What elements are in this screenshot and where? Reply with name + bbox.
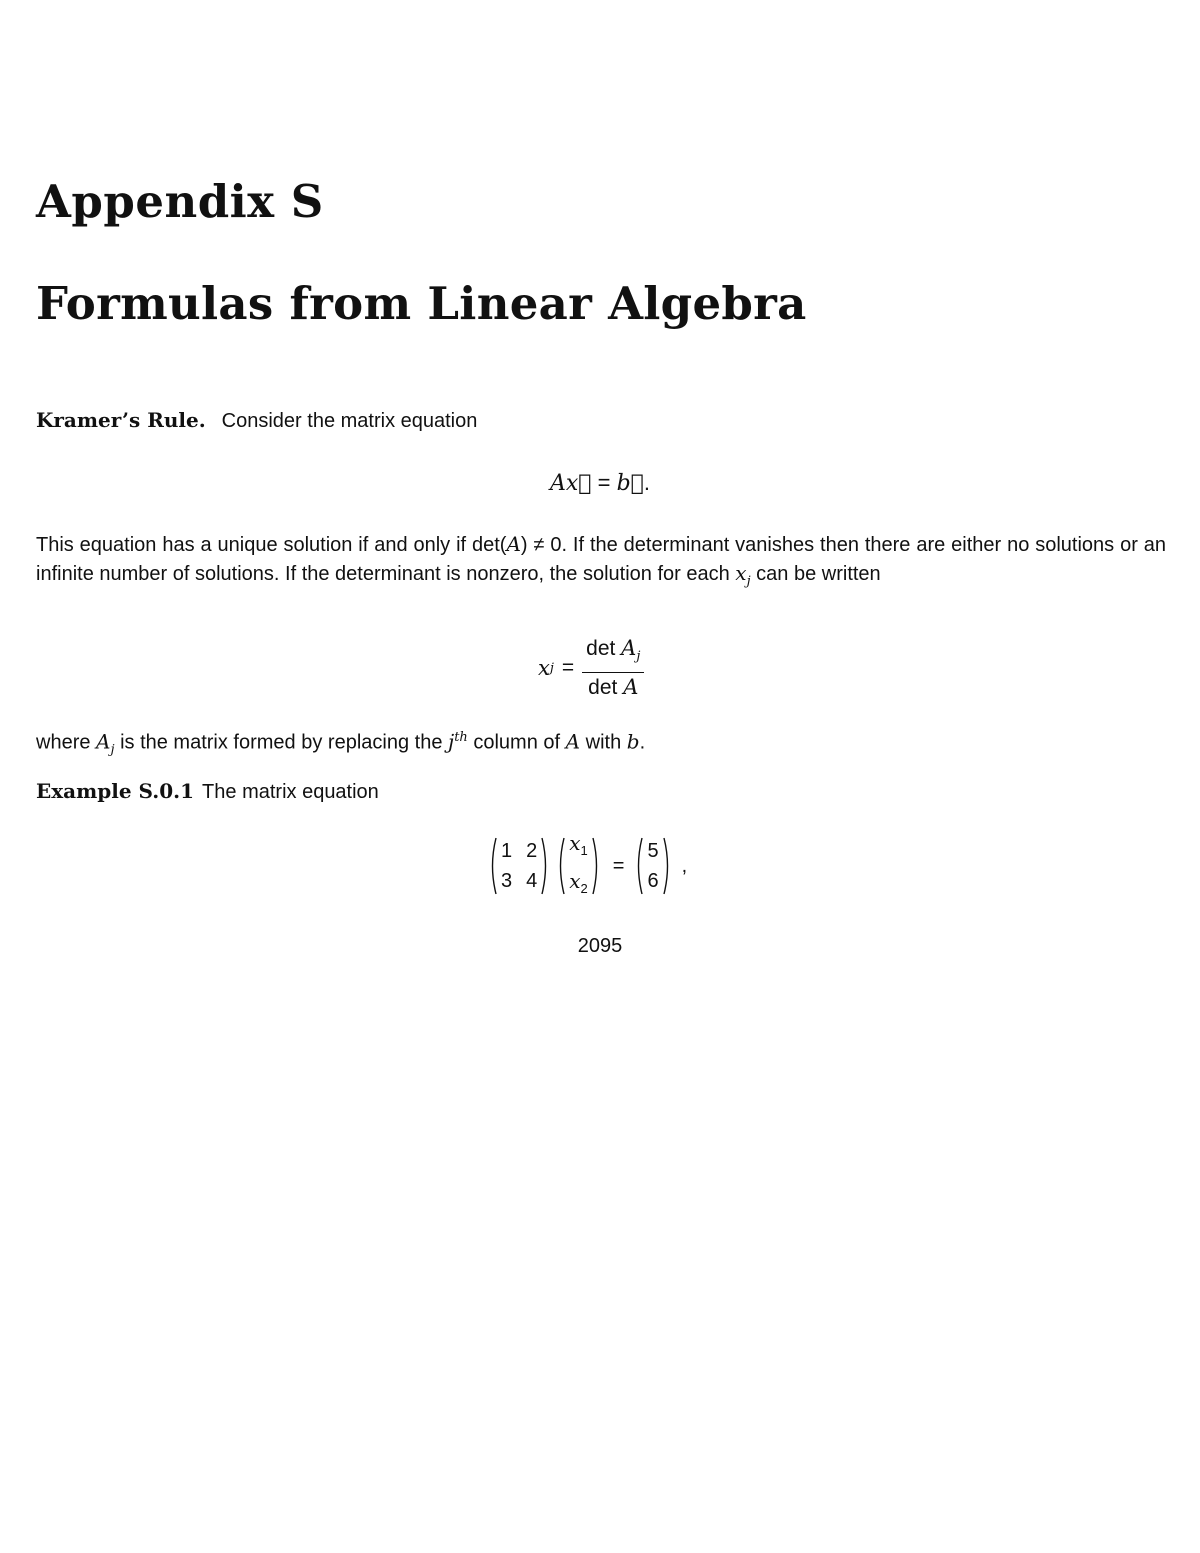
matrix-comma: , (681, 854, 688, 877)
right-paren-icon (662, 836, 672, 896)
body-text-2: ) ≠ 0. If the determinant vanishes then there are either no solutions or an infinite number of solutions. If the determinant is nonzero, the solution for each (36, 534, 1166, 585)
eq1-lhs: Ax⃗ (549, 471, 592, 496)
vector-x (556, 830, 601, 902)
chapter-title: Formulas from Linear Algebra (36, 277, 807, 330)
left-paren-icon (634, 836, 644, 896)
example-paragraph (36, 777, 1166, 806)
where-var-j: j (448, 729, 455, 754)
vector-x-grid (566, 830, 591, 902)
left-paren-icon (488, 836, 498, 896)
fraction-numerator (582, 636, 644, 672)
denominator-det: det (588, 675, 624, 699)
cramer-formula (538, 636, 644, 699)
formula-lhs-sub: j (549, 660, 554, 676)
eq1-period: . (643, 470, 651, 495)
where-sup-th: th (454, 730, 468, 745)
kramer-rule-label: Kramer’s Rule. (36, 408, 206, 432)
vector-x-cell (569, 868, 588, 902)
matrix-a (488, 836, 550, 896)
eq1-equals: = (597, 470, 611, 495)
numerator-var: A (621, 636, 637, 661)
formula-equals: = (561, 656, 575, 679)
vector-b (634, 836, 671, 896)
where-text-1: where (36, 731, 97, 754)
denominator-var: A (623, 674, 639, 699)
appendix-heading: Appendix S (36, 175, 324, 228)
vector-b-cell: 6 (647, 870, 659, 892)
where-var-b: b (626, 729, 640, 754)
example-matrix-equation (488, 831, 688, 898)
where-text-4: with (580, 731, 627, 754)
vector-x-sub: 2 (580, 881, 588, 896)
right-paren-icon (591, 836, 601, 896)
kramer-rule-paragraph (36, 406, 1166, 435)
where-sub-j: j (110, 742, 115, 758)
formula-fraction (582, 636, 644, 699)
matrix-a-cell: 1 (501, 840, 513, 862)
matrix-a-cell: 3 (501, 870, 513, 892)
fraction-denominator (584, 673, 642, 700)
where-var-a2: A (565, 729, 581, 754)
matrix-equals: = (612, 854, 625, 877)
vector-b-cell: 5 (647, 840, 659, 862)
example-label: Example S.0.1 (36, 779, 195, 803)
where-paragraph (36, 724, 1166, 765)
body-var-a: A (506, 532, 521, 556)
numerator-det: det (586, 637, 622, 661)
right-paren-icon (540, 836, 550, 896)
where-text-2: is the matrix formed by replacing the (114, 731, 448, 754)
matrix-a-grid (498, 838, 540, 894)
vector-x-sub: 1 (580, 843, 588, 858)
vector-b-grid (644, 838, 661, 894)
left-paren-icon (556, 836, 566, 896)
where-text-5: . (639, 731, 646, 754)
determinant-paragraph (36, 530, 1166, 596)
matrix-a-cell: 2 (526, 840, 538, 862)
matrix-equation-display (0, 468, 1200, 499)
matrix-a-cell: 4 (526, 870, 538, 892)
example-text: The matrix equation (202, 781, 379, 803)
body-var-x: x (735, 561, 747, 585)
where-var-a: A (96, 729, 111, 754)
vector-x-cell (569, 830, 588, 864)
where-text-3: column of (467, 731, 566, 754)
vector-x-var: x (569, 831, 581, 855)
body-text-3: can be written (750, 563, 881, 585)
page-number: 2095 (577, 935, 623, 957)
body-sub-j: j (746, 574, 751, 589)
eq1-rhs: b⃗ (616, 471, 644, 496)
vector-x-var: x (569, 869, 581, 893)
body-text-1: This equation has a unique solution if and only if det( (36, 534, 507, 556)
formula-lhs: x (538, 656, 550, 680)
numerator-sub: j (636, 649, 641, 665)
kramer-rule-text: Consider the matrix equation (221, 410, 478, 432)
